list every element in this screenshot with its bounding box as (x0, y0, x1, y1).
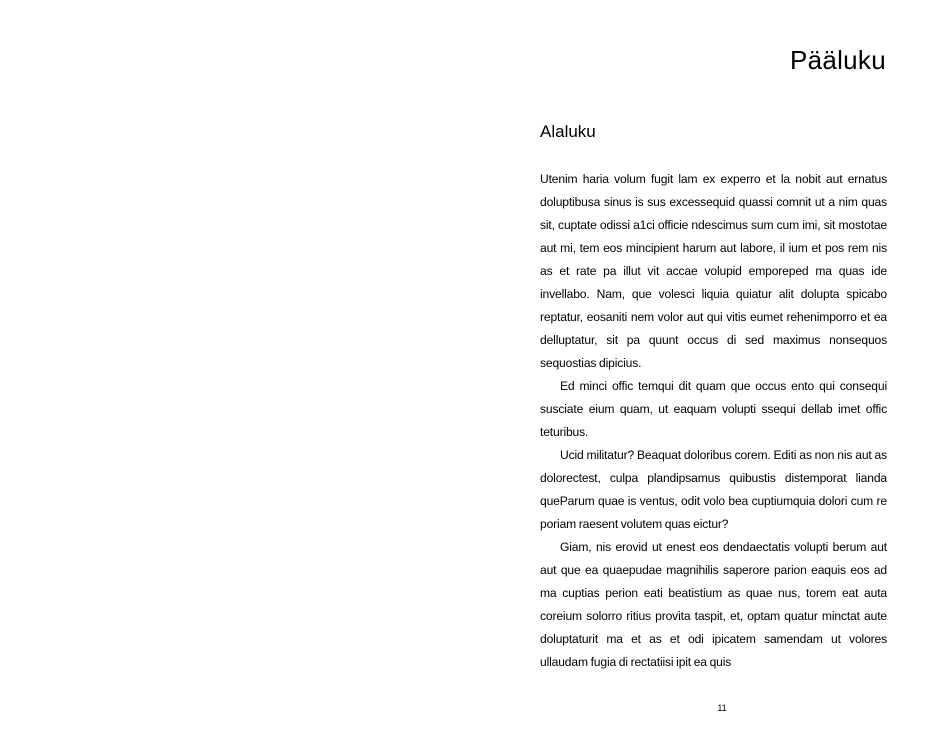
body-text (540, 168, 887, 674)
paragraph: Ed minci offic temqui dit quam que occus ento qui consequi susciate eium quam, ut eaquam volupti ssequi dellab imet offic teturibus. (540, 379, 887, 439)
paragraph: Utenim haria volum fugit lam ex experro et la nobit aut ernatus doluptibusa sinus is sus excessequid quassi comnit ut a nim quas sit, cuptate odissi a1ci officie ndescimus sum cum imi, sit mostotae aut mi, tem eos mincipient harum aut labore, il ium et pos rem nis as et rate pa illut vit accae volupid emporeped ma quas ide invellabo. Nam, que volesci liquia quiatur alit dolupta spicabo reptatur, eosaniti nem volor aut qui vitis eumet rehenimporro et ea delluptatur, sit pa quunt occus di sed maximus nonsequos sequostias dipicius. (540, 172, 887, 370)
page-number: 11 (717, 703, 727, 713)
section-title: Alaluku (540, 122, 596, 141)
chapter-title: Pääluku (789, 45, 886, 75)
paragraph: Ucid militatur? Beaquat doloribus corem. Editi as non nis aut as dolorectest, culpa plandipsamus quibustis distemporat lianda queParum quae is ventus, odit volo bea cuptiumquia dolori cum re poriam raesent volutem quas eictur? (540, 448, 887, 531)
left-page-blank (0, 0, 472, 748)
paragraph: Giam, nis erovid ut enest eos dendaectatis volupti berum aut aut que ea quaepudae magnihilis saperore parion eaquis eos ad ma cuptias perion eati beatistium as quae nus, torem eat auta coreium solorro ritius provita taspit, et, optam quatur minctat aute doluptaturit ma et as et odi ipicatem samendam ut volores ullaudam fugia di rectatiisi ipit ea quis (540, 540, 887, 669)
